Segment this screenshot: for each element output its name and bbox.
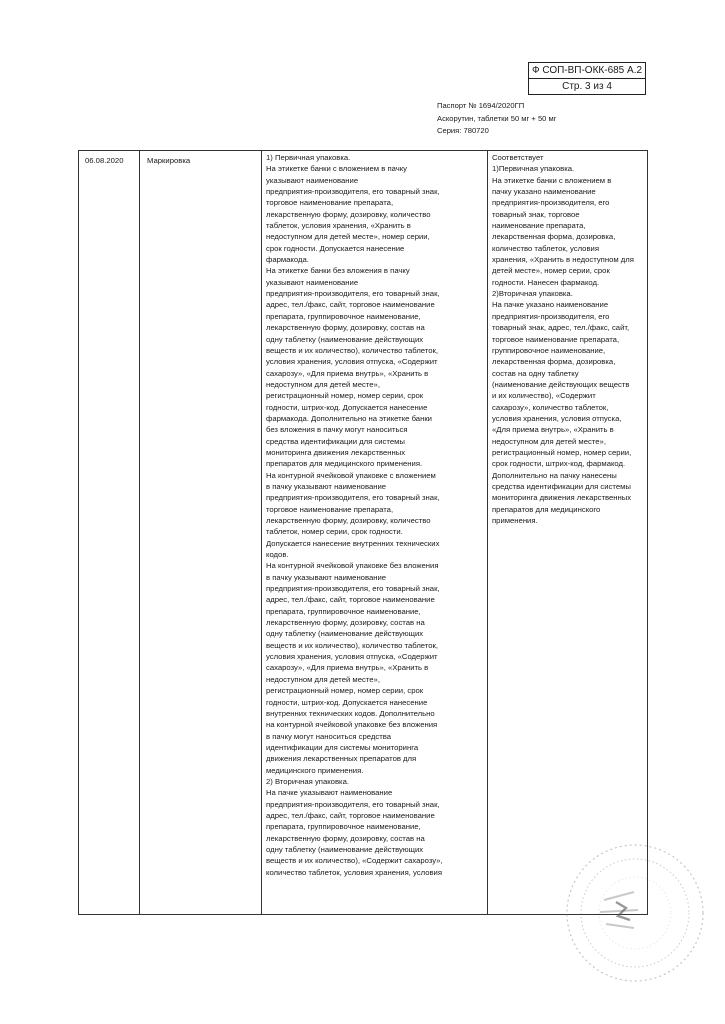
product-name: Аскорутин, таблетки 50 мг + 50 мг <box>437 113 557 123</box>
requirement-text-line: недоступном для детей месте», <box>266 674 380 684</box>
requirement-text-line: веществ и их количество), количество таблеток, <box>266 640 439 650</box>
requirement-text-line: 1) Первичная упаковка. <box>266 153 351 162</box>
result-text-line: наименование препарата, <box>492 221 586 231</box>
requirement-text-line: 2) Вторичная упаковка. <box>266 776 349 786</box>
requirement-text-line: годности, штрих-код. Допускается нанесение <box>266 697 428 707</box>
requirement-text-line: в пачку могут наноситься средства <box>266 731 391 741</box>
requirement-text-line: веществ и их количество), «Содержит сахарозу», <box>266 856 443 866</box>
requirement-text-line: внутренних технических кодов. Дополнительно <box>266 708 435 718</box>
requirement-text-line: лекарственную форму, дозировку, количество <box>266 516 431 525</box>
table-row <box>79 151 648 915</box>
requirement-text-line: регистрационный номер, номер серии, срок <box>266 391 424 401</box>
requirement-text-line: На контурной ячейковой упаковке без вложения <box>266 561 439 571</box>
requirement-text-line: количество таблеток, условия хранения, условия <box>266 867 443 877</box>
requirement-text-line: лекарственную форму, дозировку, количество <box>266 209 431 219</box>
requirement-cell <box>262 151 488 915</box>
requirement-text-line: На контурной ячейковой упаковке с вложением <box>266 470 436 480</box>
result-text-line: условия хранения, условия отпуска, <box>492 413 622 423</box>
requirement-text-line: недоступном для детей месте», <box>266 379 380 389</box>
result-text-line: торговое наименование препарата, <box>492 334 620 344</box>
passport-number: Паспорт № 1694/2020ГП <box>437 101 525 110</box>
result-text-line: состав на одну таблетку <box>492 368 579 378</box>
requirement-text-line: фармакода. Дополнительно на этикетке банки <box>266 413 432 423</box>
requirement-text-line: движения лекарственных препаратов для <box>266 754 417 764</box>
requirement-text-line: одну таблетку (наименование действующих <box>266 844 424 854</box>
result-text-line: препаратов для медицинского <box>492 504 601 514</box>
result-text-line: На этикетке банки с вложением в <box>492 175 612 185</box>
requirement-text-line: Допускается нанесение внутренних технических <box>266 538 440 548</box>
result-text-line: Соответствует <box>492 153 544 162</box>
requirement-text-line: таблеток, условия хранения, «Хранить в <box>266 221 411 231</box>
requirement-text-line: сахарозу», «Для приема внутрь», «Хранить в <box>266 368 429 378</box>
requirement-text-line: на контурной ячейковой упаковке без вложения <box>266 720 438 730</box>
result-text-line: регистрационный номер, номер серии, <box>492 447 632 457</box>
requirement-text-line: лекарственную форму, дозировку, состав на <box>266 618 425 628</box>
result-text-line: пачку указано наименование <box>492 187 596 197</box>
requirement-text-line: кодов. <box>266 550 289 560</box>
result-text-line: срок годности, штрих-код, фармакод. <box>492 459 626 469</box>
result-text-line: детей месте», номер серии, срок <box>492 266 610 276</box>
requirement-text-line: средства идентификации для системы <box>266 436 405 446</box>
result-text-line: сахарозу», количество таблеток, <box>492 402 609 412</box>
requirement-text-line: адрес, тел./факс, сайт, торговое наименование <box>266 595 435 605</box>
requirement-text-line: На пачке указывают наименование <box>266 788 393 798</box>
requirement-text-line: в пачку указывают наименование <box>266 481 387 491</box>
requirement-text-line: сахарозу», «Для приема внутрь», «Хранить в <box>266 663 429 673</box>
result-text-line: лекарственная форма, дозировка, <box>492 357 616 367</box>
result-text-line: товарный знак, торговое <box>492 209 580 219</box>
requirement-text-line: в пачку указывают наименование <box>266 572 387 582</box>
requirement-text-line: условия хранения, условия отпуска, «Содержит <box>266 357 438 367</box>
requirement-text-line: лекарственную форму, дозировку, состав на <box>266 833 425 843</box>
requirement-text-line: фармакода. <box>266 255 309 265</box>
result-cell <box>488 151 648 915</box>
result-text-line: хранения, «Хранить в недоступном для <box>492 255 634 265</box>
result-text-line: количество таблеток, условия <box>492 243 599 253</box>
requirement-text-line: препаратов для медицинского применения. <box>266 459 423 469</box>
requirement-text-line: без вложения в пачку могут наноситься <box>266 425 408 435</box>
requirement-text-line: На этикетке банки с вложением в пачку <box>266 164 408 174</box>
result-text-line: товарный знак, адрес, тел./факс, сайт, <box>492 323 630 333</box>
result-text-line: и их количество), «Содержит <box>492 391 596 401</box>
requirement-text-line: мониторинга движения лекарственных <box>266 447 406 457</box>
requirement-text-line: таблеток, номер серии, срок годности. <box>266 527 403 537</box>
result-text-line: лекарственная форма, дозировка, <box>492 232 616 242</box>
requirement-text-line: срок годности. Допускается нанесение <box>266 243 405 253</box>
indicator-cell: Маркировка <box>140 151 262 915</box>
requirement-text-line: недоступном для детей месте», номер серии, <box>266 232 430 242</box>
result-text-line: Дополнительно на пачку нанесены <box>492 470 617 480</box>
result-text-line: предприятия-производителя, его <box>492 311 610 321</box>
requirement-text-line: предприятия-производителя, его товарный знак, <box>266 493 440 503</box>
requirement-text-line: лекарственную форму, дозировку, состав на <box>266 323 425 333</box>
result-text-line: 2)Вторичная упаковка. <box>492 289 573 299</box>
form-code-box <box>528 62 646 95</box>
result-text-line: годности. Нанесен фармакод. <box>492 277 600 287</box>
requirement-text-line: препарата, группировочное наименование, <box>266 822 421 832</box>
requirement-text-line: указывают наименование <box>266 277 359 287</box>
requirement-text-line: регистрационный номер, номер серии, срок <box>266 686 424 696</box>
requirement-text-line: предприятия-производителя, его товарный знак, <box>266 289 440 299</box>
result-text-line: средства идентификации для системы <box>492 481 631 491</box>
result-text-line: «Для приема внутрь», «Хранить в <box>492 425 614 435</box>
requirement-text-line: годности, штрих-код. Допускается нанесение <box>266 402 428 412</box>
requirement-text-line: препарата, группировочное наименование, <box>266 606 421 616</box>
result-text-line: (наименование действующих веществ <box>492 379 630 389</box>
requirement-text-line: адрес, тел./факс, сайт, торговое наименование <box>266 300 435 310</box>
page-number: Стр. 3 из 4 <box>529 78 645 94</box>
result-text-line: 1)Первичная упаковка. <box>492 164 575 174</box>
result-text-line: На пачке указано наименование <box>492 300 609 310</box>
requirement-text-line: одну таблетку (наименование действующих <box>266 629 424 639</box>
requirement-text-line: веществ и их количество), количество таблеток, <box>266 345 439 355</box>
requirement-text-line: торговое наименование препарата, <box>266 504 394 514</box>
inspection-table <box>78 150 648 915</box>
series-number: Серия: 780720 <box>437 126 489 136</box>
result-text-line: применения. <box>492 516 538 525</box>
requirement-text-line: адрес, тел./факс, сайт, торговое наименование <box>266 810 435 820</box>
requirement-text-line: предприятия-производителя, его товарный знак, <box>266 187 440 197</box>
requirement-text-line: идентификации для системы мониторинга <box>266 742 419 752</box>
result-text-line: недоступном для детей месте», <box>492 436 606 446</box>
requirement-text-line: торговое наименование препарата, <box>266 198 394 208</box>
requirement-text-line: предприятия-производителя, его товарный знак, <box>266 584 440 594</box>
requirement-text-line: На этикетке банки без вложения в пачку <box>266 266 410 276</box>
date-cell: 06.08.2020 <box>79 151 140 915</box>
result-text-line: предприятия-производителя, его <box>492 198 610 208</box>
requirement-text-line: одну таблетку (наименование действующих <box>266 334 424 344</box>
result-text-line: мониторинга движения лекарственных <box>492 493 632 503</box>
round-seal-stamp <box>560 838 710 988</box>
requirement-text-line: условия хранения, условия отпуска, «Содержит <box>266 652 438 662</box>
requirement-text-line: медицинского применения. <box>266 765 364 775</box>
passport-header <box>437 100 557 138</box>
requirement-text-line: предприятия-производителя, его товарный знак, <box>266 799 440 809</box>
result-text-line: группировочное наименование, <box>492 345 606 355</box>
requirement-text-line: указывают наименование <box>266 175 359 185</box>
form-code: Ф СОП-ВП-ОКК-685 А.2 <box>531 65 643 76</box>
requirement-text-line: препарата, группировочное наименование, <box>266 311 421 321</box>
